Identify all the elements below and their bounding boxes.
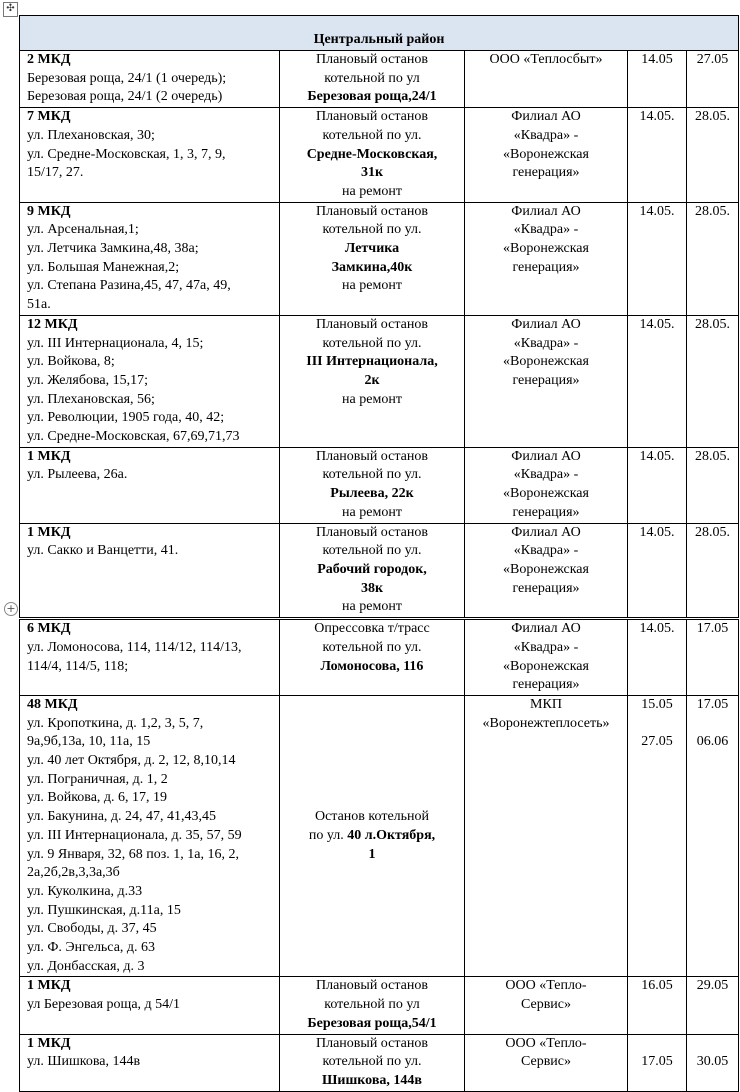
- organization-cell: [465, 523, 628, 619]
- district-title: Центральный район: [20, 16, 739, 51]
- reason-location: Рабочий городок,: [317, 561, 427, 577]
- building-count: 1 МКД: [27, 978, 71, 994]
- reason-line: Плановый останов: [316, 978, 428, 994]
- reason-cell: [280, 108, 465, 203]
- building-count: 6 МКД: [27, 621, 71, 637]
- address-line: ул. Кропоткина, д. 1,2, 3, 5, 7,: [27, 715, 204, 731]
- organization-line: генерация»: [512, 504, 580, 520]
- table-row: [20, 447, 739, 523]
- address-line: ул. Войкова, 8;: [27, 354, 115, 370]
- reason-location: 31к: [360, 165, 384, 181]
- address-line: Березовая роща, 24/1 (2 очередь): [27, 89, 223, 105]
- insert-row-icon[interactable]: +: [4, 602, 18, 616]
- address-line: ул. Шишкова, 144в: [27, 1054, 141, 1070]
- address-line: ул. Арсенальная,1;: [27, 222, 139, 238]
- organization-line: «Квадра» -: [513, 543, 579, 559]
- table-row: [20, 1034, 739, 1091]
- end-date: 06.06: [696, 734, 729, 750]
- organization-line: Филиал АО: [511, 203, 581, 219]
- addresses-cell: [20, 977, 280, 1034]
- organization-line: «Квадра» -: [513, 335, 579, 351]
- reason-line: Плановый останов: [316, 448, 428, 464]
- reason-line: Плановый останов: [316, 316, 428, 332]
- organization-line: «Воронежская: [503, 486, 589, 502]
- address-line: ул. Летчика Замкина,48, 38а;: [27, 241, 199, 257]
- address-line: ул. Плехановская, 56;: [27, 391, 155, 407]
- reason-line: на ремонт: [342, 183, 402, 199]
- table-row: [20, 523, 739, 619]
- organization-line: ООО «Тепло-: [505, 1035, 587, 1051]
- addresses-cell: [20, 315, 280, 447]
- address-line: ул. Степана Разина,45, 47, 47а, 49,: [27, 278, 231, 294]
- addresses-cell: [20, 108, 280, 203]
- organization-line: генерация»: [512, 165, 580, 181]
- addresses-cell: [20, 51, 280, 108]
- organization-cell: [465, 977, 628, 1034]
- organization-cell: [465, 108, 628, 203]
- address-line: ул. Сакко и Ванцетти, 41.: [27, 543, 179, 559]
- address-line: ул. Ломоносова, 114, 114/12, 114/13,: [27, 639, 242, 655]
- reason-line: [282, 827, 462, 846]
- start-date: 14.05.: [628, 108, 687, 203]
- organization-cell: [465, 695, 628, 977]
- end-date: 17.05: [687, 619, 739, 696]
- end-date: 28.05.: [687, 523, 739, 619]
- organization-cell: [465, 1034, 628, 1091]
- address-line: ул. Донбасская, д. 3: [27, 958, 145, 974]
- reason-cell: [280, 51, 465, 108]
- reason-location: Березовая роща,24/1: [307, 89, 437, 105]
- reason-location: 2к: [364, 372, 380, 388]
- reason-line: котельной по ул.: [322, 639, 422, 655]
- table-move-handle-icon[interactable]: ✣: [3, 2, 18, 17]
- start-date: 14.05.: [628, 447, 687, 523]
- address-line: Березовая роща, 24/1 (1 очередь);: [27, 70, 227, 86]
- reason-location: 40 л.Октября,: [347, 827, 436, 843]
- building-count: 48 МКД: [27, 696, 78, 712]
- address-line: ул. III Интернационала, д. 35, 57, 59: [27, 827, 242, 843]
- reason-line: Плановый останов: [316, 203, 428, 219]
- address-line: ул. Куколкина, д.33: [27, 883, 143, 899]
- table-row: [20, 695, 739, 977]
- address-line: ул. Средне-Московская, 1, 3, 7, 9,: [27, 146, 226, 162]
- organization-line: генерация»: [512, 580, 580, 596]
- organization-line: «Воронежская: [503, 241, 589, 257]
- address-line: ул. Большая Манежная,2;: [27, 259, 180, 275]
- reason-location: Березовая роща,54/1: [307, 1015, 437, 1031]
- addresses-cell: [20, 1034, 280, 1091]
- organization-line: «Воронежская: [503, 146, 589, 162]
- start-dates-cell: [628, 695, 687, 977]
- start-date: 14.05.: [628, 619, 687, 696]
- reason-location: Рылеева, 22к: [330, 486, 414, 502]
- end-date: 28.05.: [687, 202, 739, 315]
- reason-cell: [280, 695, 465, 977]
- organization-cell: [465, 619, 628, 696]
- organization-line: Сервис»: [520, 1054, 572, 1070]
- organization-line: «Воронежская: [503, 354, 589, 370]
- reason-line: на ремонт: [342, 504, 402, 520]
- start-date: 16.05: [628, 977, 687, 1034]
- reason-cell: [280, 202, 465, 315]
- addresses-cell: [20, 202, 280, 315]
- reason-location: 1: [368, 846, 376, 862]
- table-row: [20, 51, 739, 108]
- address-line: ул. Средне-Московская, 67,69,71,73: [27, 429, 240, 445]
- address-line: ул. III Интернационала, 4, 15;: [27, 335, 204, 351]
- address-line: 114/4, 114/5, 118;: [27, 658, 129, 674]
- table-row: [20, 202, 739, 315]
- reason-location: Шишкова, 144в: [322, 1072, 422, 1088]
- address-line: 2а,2б,2в,3,3а,3б: [27, 865, 120, 881]
- table-row: [20, 315, 739, 447]
- reason-cell: [280, 619, 465, 696]
- reason-cell: [280, 523, 465, 619]
- start-date: 15.05: [641, 696, 673, 712]
- organization-line: Филиал АО: [511, 524, 581, 540]
- address-line: 9а,9б,13а, 10, 11а, 15: [27, 734, 151, 750]
- table-row: [20, 619, 739, 696]
- addresses-cell: [20, 695, 280, 977]
- addresses-cell: [20, 447, 280, 523]
- reason-line: на ремонт: [342, 391, 402, 407]
- start-date: 14.05.: [628, 523, 687, 619]
- address-line: 51а.: [27, 297, 51, 313]
- reason-line: Останов котельной: [314, 809, 430, 825]
- addresses-cell: [20, 523, 280, 619]
- address-line: ул. Революции, 1905 года, 40, 42;: [27, 410, 225, 426]
- organization-cell: [465, 202, 628, 315]
- reason-line: Плановый останов: [316, 1035, 428, 1051]
- organization-line: генерация»: [512, 372, 580, 388]
- organization-cell: [465, 315, 628, 447]
- organization-line: ООО «Тепло-: [505, 978, 587, 994]
- reason-line: Плановый останов: [316, 52, 428, 67]
- start-date: 14.05.: [628, 315, 687, 447]
- organization-line: Филиал АО: [511, 621, 581, 637]
- reason-line: на ремонт: [342, 278, 402, 294]
- address-line: ул. Бакунина, д. 24, 47, 41,43,45: [27, 809, 217, 825]
- organization-line: генерация»: [512, 259, 580, 275]
- reason-location: 38к: [360, 580, 384, 596]
- building-count: 9 МКД: [27, 203, 71, 219]
- reason-line: Плановый останов: [316, 109, 428, 125]
- start-date: 14.05: [628, 51, 687, 108]
- end-date: 29.05: [687, 977, 739, 1034]
- organization-line: ООО «Теплосбыт»: [489, 52, 603, 67]
- reason-cell: [280, 447, 465, 523]
- reason-line: котельной по ул.: [322, 467, 422, 483]
- address-line: ул. 40 лет Октября, д. 2, 12, 8,10,14: [27, 753, 236, 769]
- organization-line: Филиал АО: [511, 316, 581, 332]
- reason-location: Ломоносова, 116: [320, 658, 424, 674]
- organization-line: «Квадра» -: [513, 639, 579, 655]
- reason-line: котельной по ул.: [322, 543, 422, 559]
- reason-prefix: по ул.: [308, 827, 344, 843]
- reason-line: котельной по ул.: [322, 127, 422, 143]
- building-count: 7 МКД: [27, 109, 71, 125]
- reason-location: Замкина,40к: [331, 259, 413, 275]
- address-line: ул. Свободы, д. 37, 45: [27, 921, 157, 937]
- end-dates-cell: [687, 695, 739, 977]
- building-count: 1 МКД: [27, 524, 71, 540]
- reason-line: котельной по ул.: [322, 1054, 422, 1070]
- end-date: 30.05: [687, 1034, 739, 1091]
- organization-line: МКП: [530, 696, 562, 712]
- address-line: ул. Рылеева, 26а.: [27, 467, 128, 483]
- start-date: 27.05: [641, 734, 673, 750]
- end-date: 27.05: [687, 51, 739, 108]
- reason-line: Опрессовка т/трасс: [314, 621, 430, 637]
- reason-line: котельной по ул.: [322, 222, 422, 238]
- reason-cell: [280, 977, 465, 1034]
- reason-cell: [280, 1034, 465, 1091]
- reason-location: III Интернационала,: [306, 354, 438, 370]
- district-header-row: [20, 16, 739, 51]
- organization-line: «Воронежская: [503, 658, 589, 674]
- reason-line: на ремонт: [342, 599, 402, 615]
- organization-line: «Квадра» -: [513, 467, 579, 483]
- reason-location: Летчика: [344, 241, 400, 257]
- address-line: ул. Пограничная, д. 1, 2: [27, 771, 168, 787]
- addresses-cell: [20, 619, 280, 696]
- start-date: 14.05.: [628, 202, 687, 315]
- organization-line: «Воронежская: [503, 561, 589, 577]
- end-date: 17.05: [696, 696, 729, 712]
- address-line: ул Березовая роща, д 54/1: [27, 997, 181, 1013]
- end-date: 28.05.: [687, 315, 739, 447]
- reason-line: котельной по ул.: [322, 335, 422, 351]
- building-count: 12 МКД: [27, 316, 78, 332]
- table-row: [20, 108, 739, 203]
- table-row: [20, 977, 739, 1034]
- organization-line: «Квадра» -: [513, 127, 579, 143]
- organization-line: Сервис»: [520, 997, 572, 1013]
- address-line: 15/17, 27.: [27, 165, 84, 181]
- address-line: ул. Ф. Энгельса, д. 63: [27, 940, 156, 956]
- organization-cell: [465, 51, 628, 108]
- address-line: ул. Пушкинская, д.11а, 15: [27, 902, 181, 918]
- organization-line: Филиал АО: [511, 448, 581, 464]
- reason-line: котельной по ул: [324, 997, 420, 1013]
- reason-line: Плановый останов: [316, 524, 428, 540]
- reason-cell: [280, 315, 465, 447]
- end-date: 28.05.: [687, 447, 739, 523]
- address-line: ул. 9 Января, 32, 68 поз. 1, 1а, 16, 2,: [27, 846, 240, 862]
- start-date: 17.05: [628, 1034, 687, 1091]
- address-line: ул. Желябова, 15,17;: [27, 372, 148, 388]
- reason-line: котельной по ул: [324, 70, 420, 86]
- address-line: ул. Плехановская, 30;: [27, 127, 155, 143]
- building-count: 1 МКД: [27, 1035, 71, 1051]
- organization-cell: [465, 447, 628, 523]
- building-count: 2 МКД: [27, 52, 71, 67]
- outage-table: [19, 15, 739, 1092]
- organization-line: генерация»: [512, 677, 580, 693]
- end-date: 28.05.: [687, 108, 739, 203]
- organization-line: «Квадра» -: [513, 222, 579, 238]
- organization-line: Филиал АО: [511, 109, 581, 125]
- reason-location: Средне-Московская,: [306, 146, 438, 162]
- address-line: ул. Войкова, д. 6, 17, 19: [27, 790, 168, 806]
- organization-line: «Воронежтеплосеть»: [482, 715, 610, 731]
- building-count: 1 МКД: [27, 448, 71, 464]
